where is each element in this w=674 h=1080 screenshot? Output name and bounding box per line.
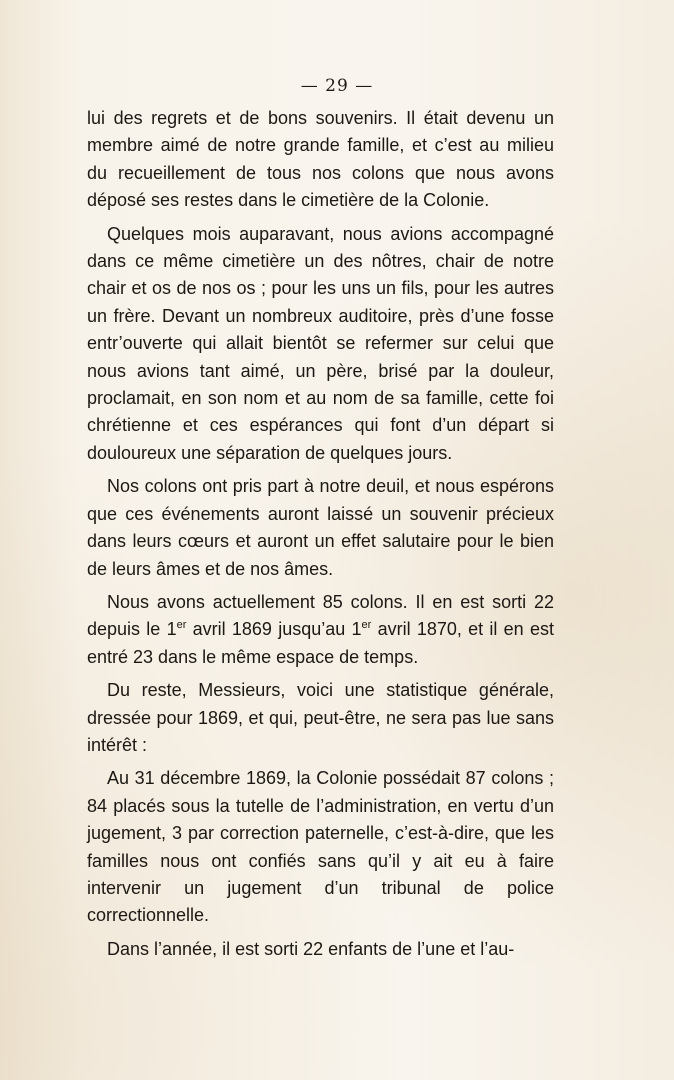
- paragraph-1: lui des regrets et de bons souvenirs. Il était devenu un membre aimé de notre grande famille, et c’est au milieu du recueillement de tous nos colons que nous avons déposé ses restes dans le cimetière de la Colonie.: [87, 108, 554, 211]
- paragraph-4-part-2: avril 1869 jusqu’au 1: [186, 619, 362, 640]
- paragraph-7: Dans l’année, il est sorti 22 enfants de l’une et l’au-: [107, 938, 515, 959]
- paragraph-2: Quelques mois auparavant, nous avions accompagné dans ce même cimetière un des nôtres, chair de notre chair et os de nos os ; pour les uns un fils, pour les autres un frère. Devant un nombreux auditoire, près d’une fosse entr’ouverte qui allait bientôt se refermer sur celui que nous avions tant aimé, un père, brisé par la douleur, proclamait, en son nom et au nom de sa famille, cette foi chrétienne et ces espérances qui font d’un départ si douloureux une séparation de quelques jours.: [87, 223, 554, 463]
- paragraph-4-part-3: avril 1870, et il en est entré 23 dans le même espace de temps.: [87, 619, 554, 667]
- paragraph-3: Nos colons ont pris part à notre deuil, et nous espérons que ces événements auront laissé un souvenir précieux dans leurs cœurs et auront un effet salutaire pour le bien de leurs âmes et de nos âmes.: [87, 476, 554, 579]
- paragraph-6: Au 31 décembre 1869, la Colonie possédait 87 colons ; 84 placés sous la tutelle de l’administration, en vertu d’un jugement, 3 par correction paternelle, c’est-à-dire, que les familles nous ont confiés sans qu’il y ait eu à faire intervenir un jugement d’un tribunal de police correctionnelle.: [87, 768, 554, 926]
- paragraph-4-part-1: Nous avons actuellement 85 colons. Il en est sorti 22 depuis le 1: [87, 591, 554, 640]
- superscript-er-2: er: [361, 619, 372, 632]
- body-text: [87, 105, 554, 969]
- paragraph-4: [87, 589, 554, 671]
- superscript-er-1: er: [176, 619, 187, 632]
- paragraph-5: Du reste, Messieurs, voici une statistique générale, dressée pour 1869, et qui, peut-être, ne sera pas lue sans intérêt :: [87, 680, 554, 755]
- page-number: — 29 —: [300, 76, 374, 96]
